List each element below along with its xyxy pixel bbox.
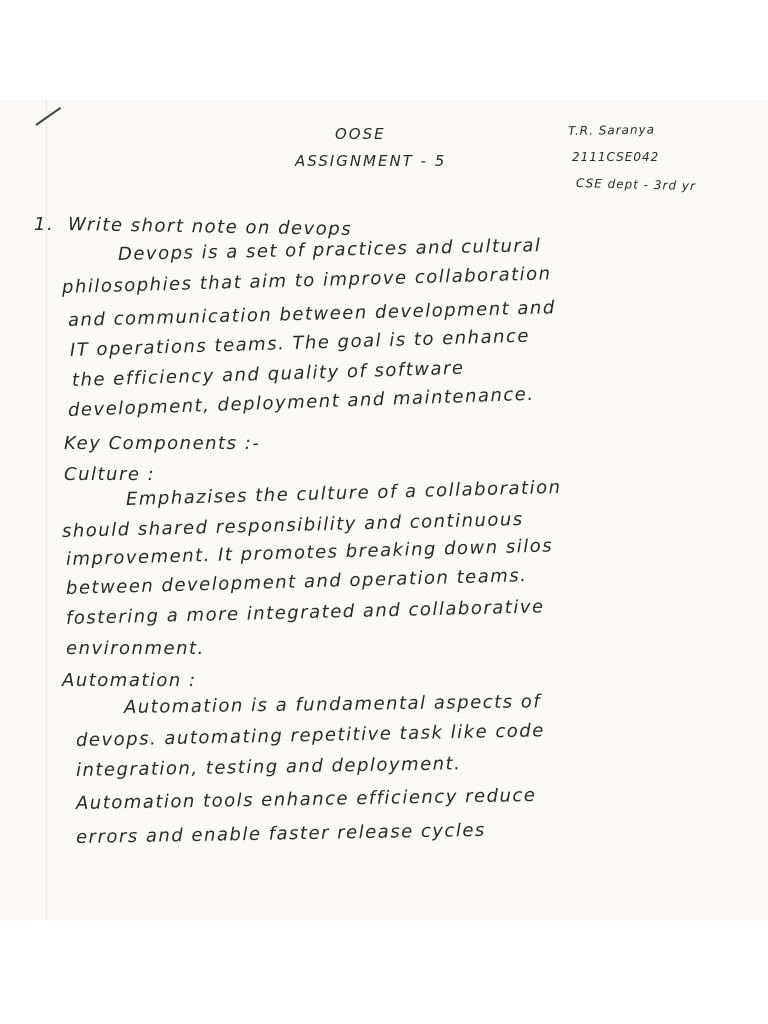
answer-line: development, deployment and maintenance.	[67, 383, 535, 421]
answer-line: philosophies that aim to improve collaboration	[61, 263, 552, 298]
department-year: CSE dept - 3rd yr	[575, 176, 697, 194]
culture-line: fostering a more integrated and collaborative	[65, 596, 545, 629]
register-number: 2111CSE042	[572, 150, 660, 164]
student-name: T.R. Saranya	[567, 122, 656, 138]
assignment-title: ASSIGNMENT - 5	[295, 152, 447, 170]
automation-line: Automation tools enhance efficiency reduce	[75, 784, 537, 814]
question-number: 1.	[34, 214, 55, 235]
answer-line: and communication between development and	[67, 297, 557, 331]
automation-heading: Automation :	[62, 670, 197, 691]
automation-line: integration, testing and deployment.	[75, 753, 462, 781]
culture-line: between development and operation teams.	[65, 565, 528, 599]
culture-line: environment.	[66, 638, 205, 659]
culture-line: Emphazises the culture of a collaboration	[125, 476, 562, 510]
culture-line: should shared responsibility and continuous	[61, 508, 524, 542]
automation-line: Automation is a fundamental aspects of	[123, 691, 542, 718]
culture-line: improvement. It promotes breaking down silos	[65, 535, 554, 570]
subject-title: OOSE	[335, 125, 386, 143]
check-mark-icon	[35, 107, 61, 126]
notebook-page	[0, 100, 768, 920]
answer-line: Devops is a set of practices and cultural	[117, 235, 542, 265]
key-components-heading: Key Components :-	[64, 433, 261, 454]
answer-line: IT operations teams. The goal is to enhance	[69, 325, 531, 361]
automation-line: errors and enable faster release cycles	[75, 819, 486, 848]
answer-line: the efficiency and quality of software	[71, 357, 465, 391]
culture-heading: Culture :	[64, 464, 156, 485]
question-text: Write short note on devops	[67, 214, 353, 240]
automation-line: devops. automating repetitive task like code	[75, 720, 546, 751]
